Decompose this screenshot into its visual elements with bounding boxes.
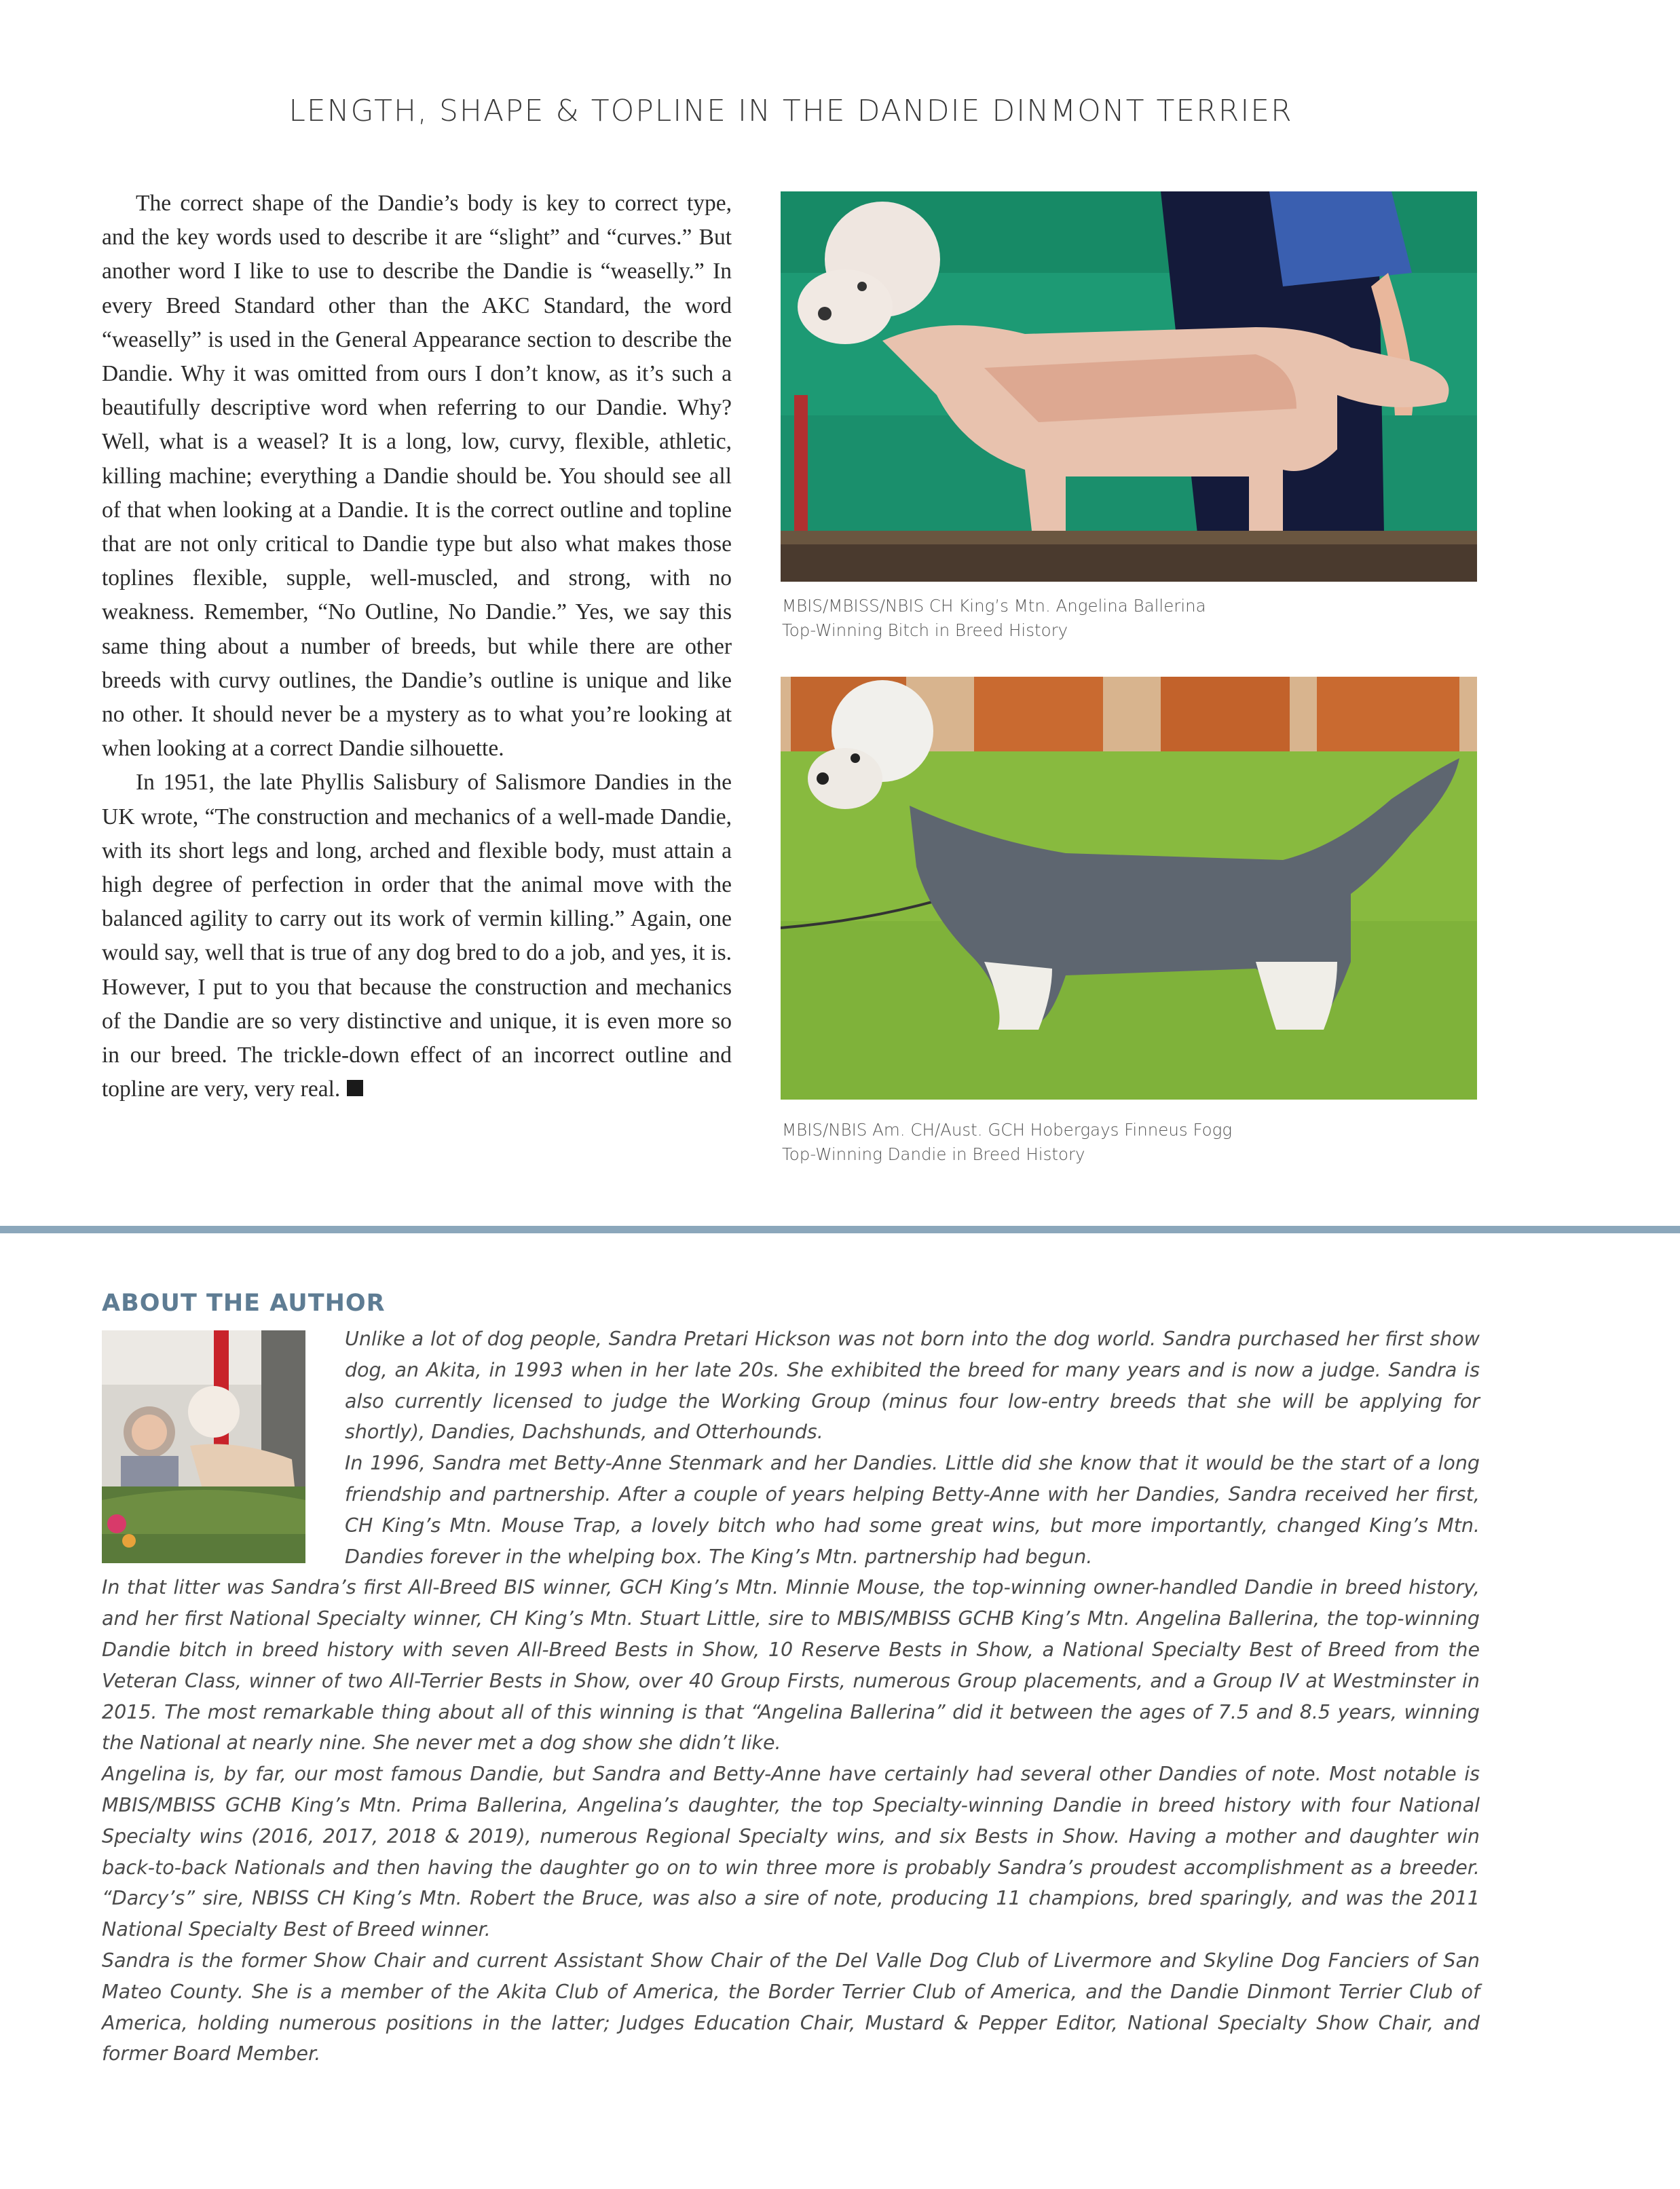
photo-2-caption-line-1: MBIS/NBIS Am. CH/Aust. GCH Hobergays Finneus Fogg xyxy=(782,1120,1233,1140)
photo-1-caption-line-2: Top-Winning Bitch in Breed History xyxy=(782,620,1068,640)
photo-angelina-ballerina xyxy=(781,191,1477,582)
photo-1-caption-line-1: MBIS/MBISS/NBIS CH King’s Mtn. Angelina Ballerina xyxy=(782,596,1206,616)
about-author-bio xyxy=(102,1324,1480,2070)
section-divider xyxy=(0,1226,1680,1233)
end-mark-icon xyxy=(347,1080,363,1096)
article-paragraph-1: The correct shape of the Dandie’s body is key to correct type, and the key words used to describe it are “slight” and “curves.” But another word I like to use to describe the Dandie is “weaselly.” In every Breed Standard other than the AKC Standard, the word “weaselly” is used in the General Appearance section to describe the Dandie. Why it was omitted from ours I don’t know, as it’s such a beautifully descriptive word when referring to our Dandie. Why? Well, what is a weasel? It is a long, low, curvy, flexible, athletic, killing machine; everything a Dandie should be. You should see all of that when looking at a Dandie. It is the correct outline and topline that are not only critical to Dandie type but also what makes those toplines flexible, supple, well-muscled, and strong, with no weakness. Remember, “No Outline, No Dandie.” Yes, we say this same thing about a number of breeds, but while there are other breeds with curvy outlines, the Dandie’s outline is unique and like no other. It should never be a mystery as to what you’re looking at when looking at a correct Dandie silhouette. xyxy=(102,191,732,762)
article-paragraph-2 xyxy=(102,766,732,1106)
photo-2-caption-line-2: Top-Winning Dandie in Breed History xyxy=(782,1144,1085,1164)
bio-paragraph-1: Unlike a lot of dog people, Sandra Pretari Hickson was not born into the dog world. Sandra purchased her first show dog, an Akita, in 1993 when in her late 20s. She exhibited the breed for many years and is now a judge. Sandra is also currently licensed to judge the Working Group (minus four low-entry breeds that she will be applying for shortly), Dandies, Dachshunds, and Otterhounds. xyxy=(345,1328,1480,1444)
photo-finneus-fogg xyxy=(781,677,1477,1100)
page-title: LENGTH, SHAPE & TOPLINE IN THE DANDIE DINMONT TERRIER xyxy=(288,94,1293,128)
about-author-heading: ABOUT THE AUTHOR xyxy=(102,1290,386,1317)
photo-float-spacer xyxy=(102,1324,345,1565)
photo-finneus-image xyxy=(781,677,1477,1100)
article-paragraph-2-text: In 1951, the late Phyllis Salisbury of Salismore Dandies in the UK wrote, “The construction and mechanics of a well-made Dandie, with its short legs and long, arched and flexible body, must attain a high degree of perfection in order that the animal move with the balanced agility to carry out its work of vermin killing.” Again, one would say, well that is true of any dog bred to do a job, and yes, it is. However, I put to you that because the construction and mechanics of the Dandie are so very distinctive and unique, it is even more so in our breed. The trickle-down effect of an incorrect outline and topline are very, very real. xyxy=(102,770,732,1102)
photo-1-caption xyxy=(782,594,1481,643)
photo-2-caption xyxy=(782,1118,1481,1167)
article-body xyxy=(102,187,732,1106)
bio-paragraph-5: Sandra is the former Show Chair and current Assistant Show Chair of the Del Valle Dog Club of Livermore and Skyline Dog Fanciers of San Mateo County. She is a member of the Akita Club of America, the Border Terrier Club of America, and the Dandie Dinmont Terrier Club of America, holding numerous positions in the latter; Judges Education Chair, Mustard & Pepper Editor, National Specialty Show Chair, and former Board Member. xyxy=(102,1949,1480,2065)
bio-paragraph-3: In that litter was Sandra’s first All-Breed BIS winner, GCH King’s Mtn. Minnie Mouse, the top-winning owner-handled Dandie in breed history, and her first National Specialty winner, CH King’s Mtn. Stuart Little, sire to MBIS/MBISS GCHB King’s Mtn. Angelina Ballerina, the top-winning Dandie bitch in breed history with seven All-Breed Bests in Show, 10 Reserve Bests in Show, a National Specialty Best of Breed from the Veteran Class, winner of two All-Terrier Bests in Show, over 40 Group Firsts, numerous Group placements, and a Group IV at Westminster in 2015. The most remarkable thing about all of this winning is that “Angelina Ballerina” did it between the ages of 7.5 and 8.5 years, winning the National at nearly nine. She never met a dog show she didn’t like. xyxy=(102,1576,1480,1755)
photo-angelina-image xyxy=(781,191,1477,582)
bio-paragraph-2: In 1996, Sandra met Betty-Anne Stenmark and her Dandies. Little did she know that it would be the start of a long friendship and partnership. After a couple of years helping Betty-Anne with her Dandies, Sandra received her first, CH King’s Mtn. Mouse Trap, a lovely bitch who had some great wins, but more importantly, changed King’s Mtn. Dandies forever in the whelping box. The King’s Mtn. partnership had begun. xyxy=(345,1452,1480,1568)
bio-paragraph-4: Angelina is, by far, our most famous Dandie, but Sandra and Betty-Anne have certainly had several other Dandies of note. Most notable is MBIS/MBISS GCHB King’s Mtn. Prima Ballerina, Angelina’s daughter, the top Specialty-winning Dandie in breed history with four National Specialty wins (2016, 2017, 2018 & 2019), numerous Regional Specialty wins, and six Bests in Show. Having a mother and daughter win back-to-back Nationals and then having the daughter go on to win three more is probably Sandra’s proudest accomplishment as a breeder. “Darcy’s” sire, NBISS CH King’s Mtn. Robert the Bruce, was also a sire of note, producing 11 champions, bred sparingly, and was the 2011 National Specialty Best of Breed winner. xyxy=(102,1763,1480,1941)
